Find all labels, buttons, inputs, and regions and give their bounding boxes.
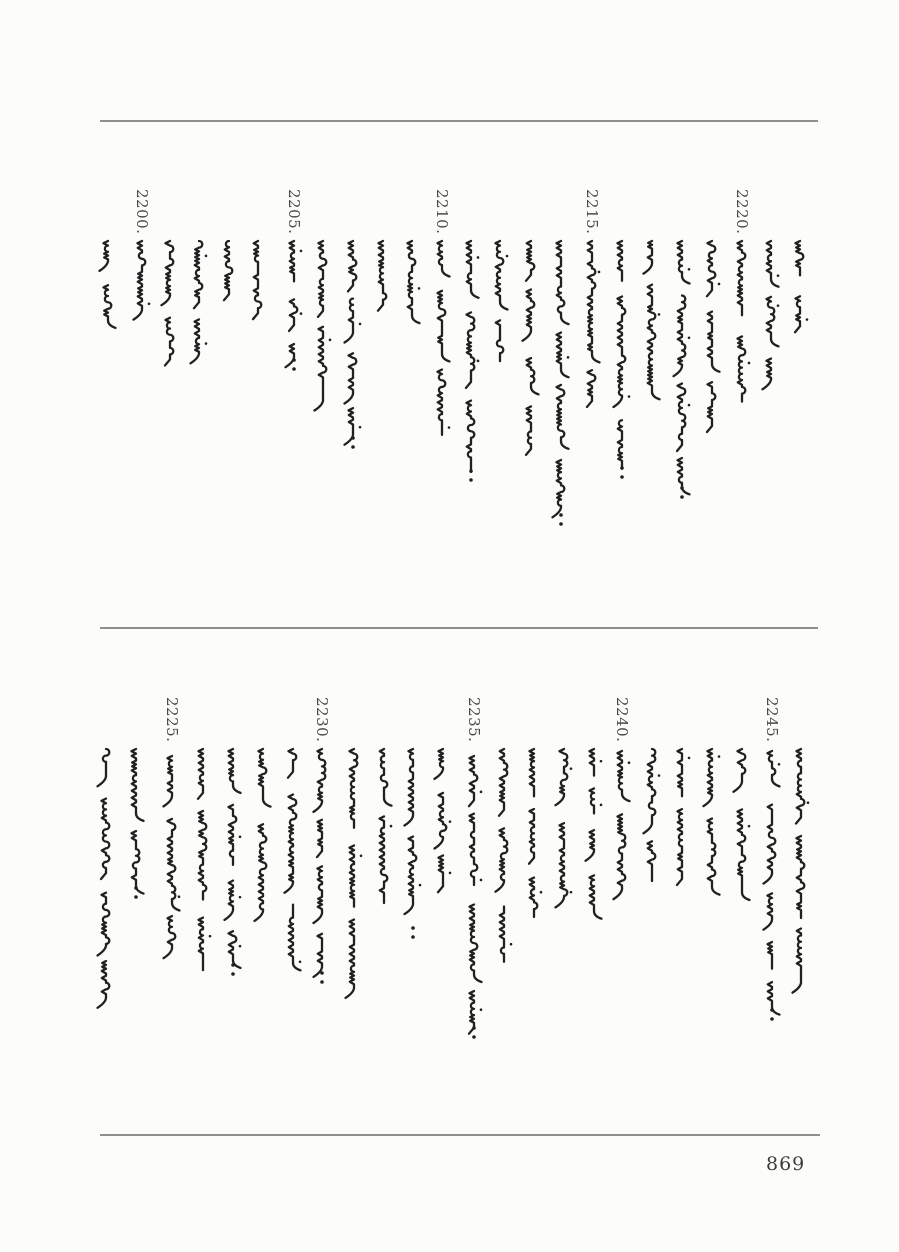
script-column <box>336 748 372 1021</box>
script-column <box>425 748 461 916</box>
script-column <box>783 748 819 1016</box>
script-column <box>152 240 188 393</box>
script-column <box>753 240 789 416</box>
script-column <box>724 748 760 921</box>
script-column <box>181 240 217 389</box>
top-rule <box>100 120 818 122</box>
script-column <box>394 240 430 349</box>
script-column <box>453 240 489 499</box>
entry-number: 2220. <box>733 189 751 235</box>
entry-number: 2205. <box>285 189 303 235</box>
script-column <box>395 748 431 956</box>
script-column <box>240 240 276 346</box>
entry-number: 2235. <box>465 697 483 743</box>
script-column <box>694 240 730 481</box>
script-column <box>516 748 552 966</box>
script-column <box>90 240 126 349</box>
script-column <box>305 240 341 436</box>
script-column <box>456 755 492 1056</box>
middle-rule <box>100 627 818 629</box>
entry-number: 2240. <box>613 697 631 743</box>
script-column <box>211 240 247 343</box>
script-column <box>664 240 700 516</box>
script-column <box>546 748 582 954</box>
script-column <box>245 748 281 966</box>
entry-number: 2225. <box>163 697 181 743</box>
script-column <box>275 748 311 996</box>
script-column <box>604 240 640 496</box>
entry-number: 2215. <box>583 189 601 235</box>
script-column <box>634 748 670 906</box>
script-column <box>366 748 402 934</box>
script-column <box>574 240 610 431</box>
script-column <box>215 748 251 993</box>
script-column <box>543 240 579 543</box>
script-column <box>513 240 549 479</box>
script-column <box>424 240 460 463</box>
script-column <box>482 240 518 411</box>
script-column <box>304 748 340 1001</box>
script-column <box>694 748 730 921</box>
entry-number: 2210. <box>433 189 451 235</box>
entry-number: 2230. <box>313 697 331 743</box>
script-column <box>754 750 790 1038</box>
script-column <box>782 240 818 356</box>
script-column <box>576 748 612 944</box>
script-column <box>335 240 371 466</box>
script-column <box>185 748 221 1001</box>
script-column <box>634 240 670 421</box>
script-column <box>118 748 154 916</box>
script-column <box>88 748 124 1031</box>
script-column <box>604 750 640 921</box>
script-column <box>276 240 312 388</box>
page-number: 869 <box>766 1153 806 1175</box>
entry-number: 2245. <box>763 697 781 743</box>
script-column <box>486 748 522 991</box>
bottom-rule <box>100 1134 820 1136</box>
script-column <box>365 240 401 361</box>
script-column <box>724 240 760 429</box>
entry-number: 2200. <box>133 189 151 235</box>
script-column <box>124 240 160 346</box>
script-column <box>664 748 700 911</box>
script-column <box>154 755 190 981</box>
